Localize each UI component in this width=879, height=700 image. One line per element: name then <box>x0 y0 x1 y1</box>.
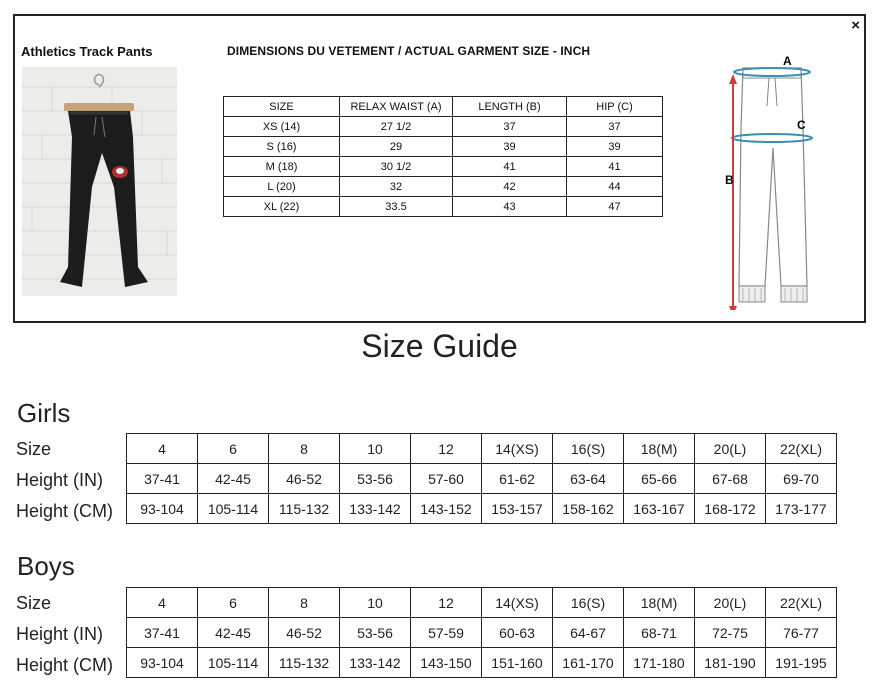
cell: 22(XL) <box>766 434 837 464</box>
cell: 153-157 <box>482 494 553 524</box>
row-label: Size <box>16 593 52 613</box>
table-row <box>127 588 837 618</box>
cell: 30 1/2 <box>340 157 453 177</box>
row-label: Height (CM) <box>16 501 114 521</box>
measurement-diagram <box>703 38 823 310</box>
cell: 44 <box>567 177 663 197</box>
cell: 143-152 <box>411 494 482 524</box>
cell: 18(M) <box>624 588 695 618</box>
cell: 168-172 <box>695 494 766 524</box>
cell: 53-56 <box>340 618 411 648</box>
cell: 8 <box>269 434 340 464</box>
cell: 37 <box>567 117 663 137</box>
table-row <box>224 117 663 137</box>
cell: 53-56 <box>340 464 411 494</box>
cell: 41 <box>453 157 567 177</box>
label-a: A <box>783 54 792 68</box>
cell: 12 <box>411 588 482 618</box>
table-row <box>224 137 663 157</box>
cell: 171-180 <box>624 648 695 678</box>
size-guide-title: Size Guide <box>361 328 518 364</box>
table-row <box>127 494 837 524</box>
cell: 39 <box>567 137 663 157</box>
cell: 64-67 <box>553 618 624 648</box>
cell: 6 <box>198 588 269 618</box>
cell: 68-71 <box>624 618 695 648</box>
cell: 16(S) <box>553 434 624 464</box>
cell: 105-114 <box>198 648 269 678</box>
cell: 133-142 <box>340 648 411 678</box>
boys-title: Boys <box>17 551 75 581</box>
cell: S (16) <box>224 137 340 157</box>
cell: 20(L) <box>695 434 766 464</box>
header-relax-waist: RELAX WAIST (A) <box>340 97 453 117</box>
label-b: B <box>725 173 734 187</box>
cell: 4 <box>127 588 198 618</box>
cell: 14(XS) <box>482 434 553 464</box>
cell: 93-104 <box>127 494 198 524</box>
row-label: Height (IN) <box>16 470 104 490</box>
cell: 151-160 <box>482 648 553 678</box>
table-row <box>127 464 837 494</box>
table-row <box>224 177 663 197</box>
row-label: Size <box>16 439 52 459</box>
garment-size-table <box>223 96 663 217</box>
cell: 181-190 <box>695 648 766 678</box>
girls-size-table <box>126 433 837 524</box>
product-panel <box>13 14 866 323</box>
cell: 57-60 <box>411 464 482 494</box>
cell: 41 <box>567 157 663 177</box>
cell: 43 <box>453 197 567 217</box>
cell: 65-66 <box>624 464 695 494</box>
cell: XL (22) <box>224 197 340 217</box>
cell: 133-142 <box>340 494 411 524</box>
cell: 14(XS) <box>482 588 553 618</box>
cell: 72-75 <box>695 618 766 648</box>
cell: 46-52 <box>269 464 340 494</box>
cell: 93-104 <box>127 648 198 678</box>
header-hip: HIP (C) <box>567 97 663 117</box>
cell: 115-132 <box>269 494 340 524</box>
girls-row-labels <box>16 434 113 527</box>
cell: 61-62 <box>482 464 553 494</box>
cell: 63-64 <box>553 464 624 494</box>
cell: 158-162 <box>553 494 624 524</box>
cell: 29 <box>340 137 453 157</box>
row-label: Height (CM) <box>16 655 114 675</box>
girls-title: Girls <box>17 398 71 428</box>
table-header-row <box>224 97 663 117</box>
table-row <box>224 157 663 177</box>
header-size: SIZE <box>224 97 340 117</box>
cell: 32 <box>340 177 453 197</box>
cell: 8 <box>269 588 340 618</box>
track-pants-photo <box>22 67 177 296</box>
cell: 173-177 <box>766 494 837 524</box>
cell: 42-45 <box>198 464 269 494</box>
cell: 42-45 <box>198 618 269 648</box>
header-length: LENGTH (B) <box>453 97 567 117</box>
table-row <box>127 434 837 464</box>
cell: 39 <box>453 137 567 157</box>
close-icon[interactable]: × <box>851 17 860 34</box>
cell: 10 <box>340 588 411 618</box>
cell: 67-68 <box>695 464 766 494</box>
cell: 18(M) <box>624 434 695 464</box>
cell: 27 1/2 <box>340 117 453 137</box>
dimensions-title: DIMENSIONS DU VETEMENT / ACTUAL GARMENT SIZE - INCH <box>227 44 591 58</box>
table-row <box>127 618 837 648</box>
cell: 37 <box>453 117 567 137</box>
cell: 16(S) <box>553 588 624 618</box>
product-title: Athletics Track Pants <box>21 44 153 59</box>
table-row <box>127 648 837 678</box>
cell: M (18) <box>224 157 340 177</box>
cell: 161-170 <box>553 648 624 678</box>
cell: 115-132 <box>269 648 340 678</box>
product-photo <box>22 67 177 296</box>
cell: 10 <box>340 434 411 464</box>
row-label: Height (IN) <box>16 624 104 644</box>
cell: 46-52 <box>269 618 340 648</box>
cell: 57-59 <box>411 618 482 648</box>
cell: 12 <box>411 434 482 464</box>
cell: 47 <box>567 197 663 217</box>
cell: 42 <box>453 177 567 197</box>
cell: 163-167 <box>624 494 695 524</box>
cell: XS (14) <box>224 117 340 137</box>
cell: 33.5 <box>340 197 453 217</box>
cell: L (20) <box>224 177 340 197</box>
cell: 6 <box>198 434 269 464</box>
cell: 76-77 <box>766 618 837 648</box>
cell: 105-114 <box>198 494 269 524</box>
cell: 20(L) <box>695 588 766 618</box>
cell: 69-70 <box>766 464 837 494</box>
cell: 191-195 <box>766 648 837 678</box>
boys-size-table <box>126 587 837 678</box>
table-row <box>224 197 663 217</box>
cell: 37-41 <box>127 618 198 648</box>
cell: 4 <box>127 434 198 464</box>
cell: 37-41 <box>127 464 198 494</box>
cell: 143-150 <box>411 648 482 678</box>
label-c: C <box>797 118 806 132</box>
cell: 22(XL) <box>766 588 837 618</box>
cell: 60-63 <box>482 618 553 648</box>
boys-row-labels <box>16 588 113 681</box>
